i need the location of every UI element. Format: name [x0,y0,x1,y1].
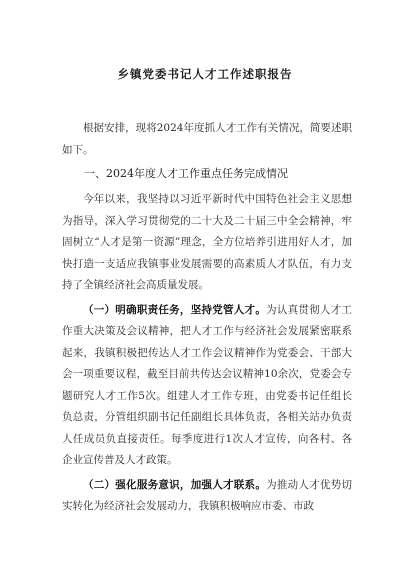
document-body [62,118,352,518]
subsection-1-heading: （一）明确职责任务，坚持党管人才。 [83,303,267,316]
subsection-2-heading: （二）强化服务意识，加强人才联系。 [83,478,267,491]
subsection-2-text: 为推动人才优势切实转化为经济社会发展动力，我镇积极响应市委、市政 [62,478,353,512]
document-title: 乡镇党委书记人才工作述职报告 [117,67,293,81]
subsection-1-text: 为认真贯彻人才工作重大决策及会议精神，把人才工作与经济社会发展紧密联系起来，我镇积极把传达人才工作会议精神作为党委会、干部大会一项重要议程，截至目前共传达会议精神10余次，党委会专题研究人才工作5次。组建人才工作专班，由党委书记任组长负总责，分管组织副书记任副组长具体负责，各相关站办负责人任成员负直接责任。每季度进行1次人才宣传，向各村、各企业宣传普及人才政策。 [62,303,353,466]
section-1-heading: 一、2024年度人才工作重点任务完成情况 [84,167,288,180]
intro-paragraph: 根据安排，现将2024年度抓人才工作有关情况，简要述职如下。 [62,122,352,156]
subsection-2-paragraph [62,475,352,518]
section-1-paragraph: 今年以来，我坚持以习近平新时代中国特色社会主义思想为指导，深入学习贯彻党的二十大及二十届三中全会精神，牢固树立“人才是第一资源”理念，全方位培养引进用好人才，加快打造一支适应我镇事业发展需要的高素质人才队伍，有力支持了全镇经济社会高质量发展。 [62,193,352,291]
subsection-1-paragraph [62,300,352,472]
